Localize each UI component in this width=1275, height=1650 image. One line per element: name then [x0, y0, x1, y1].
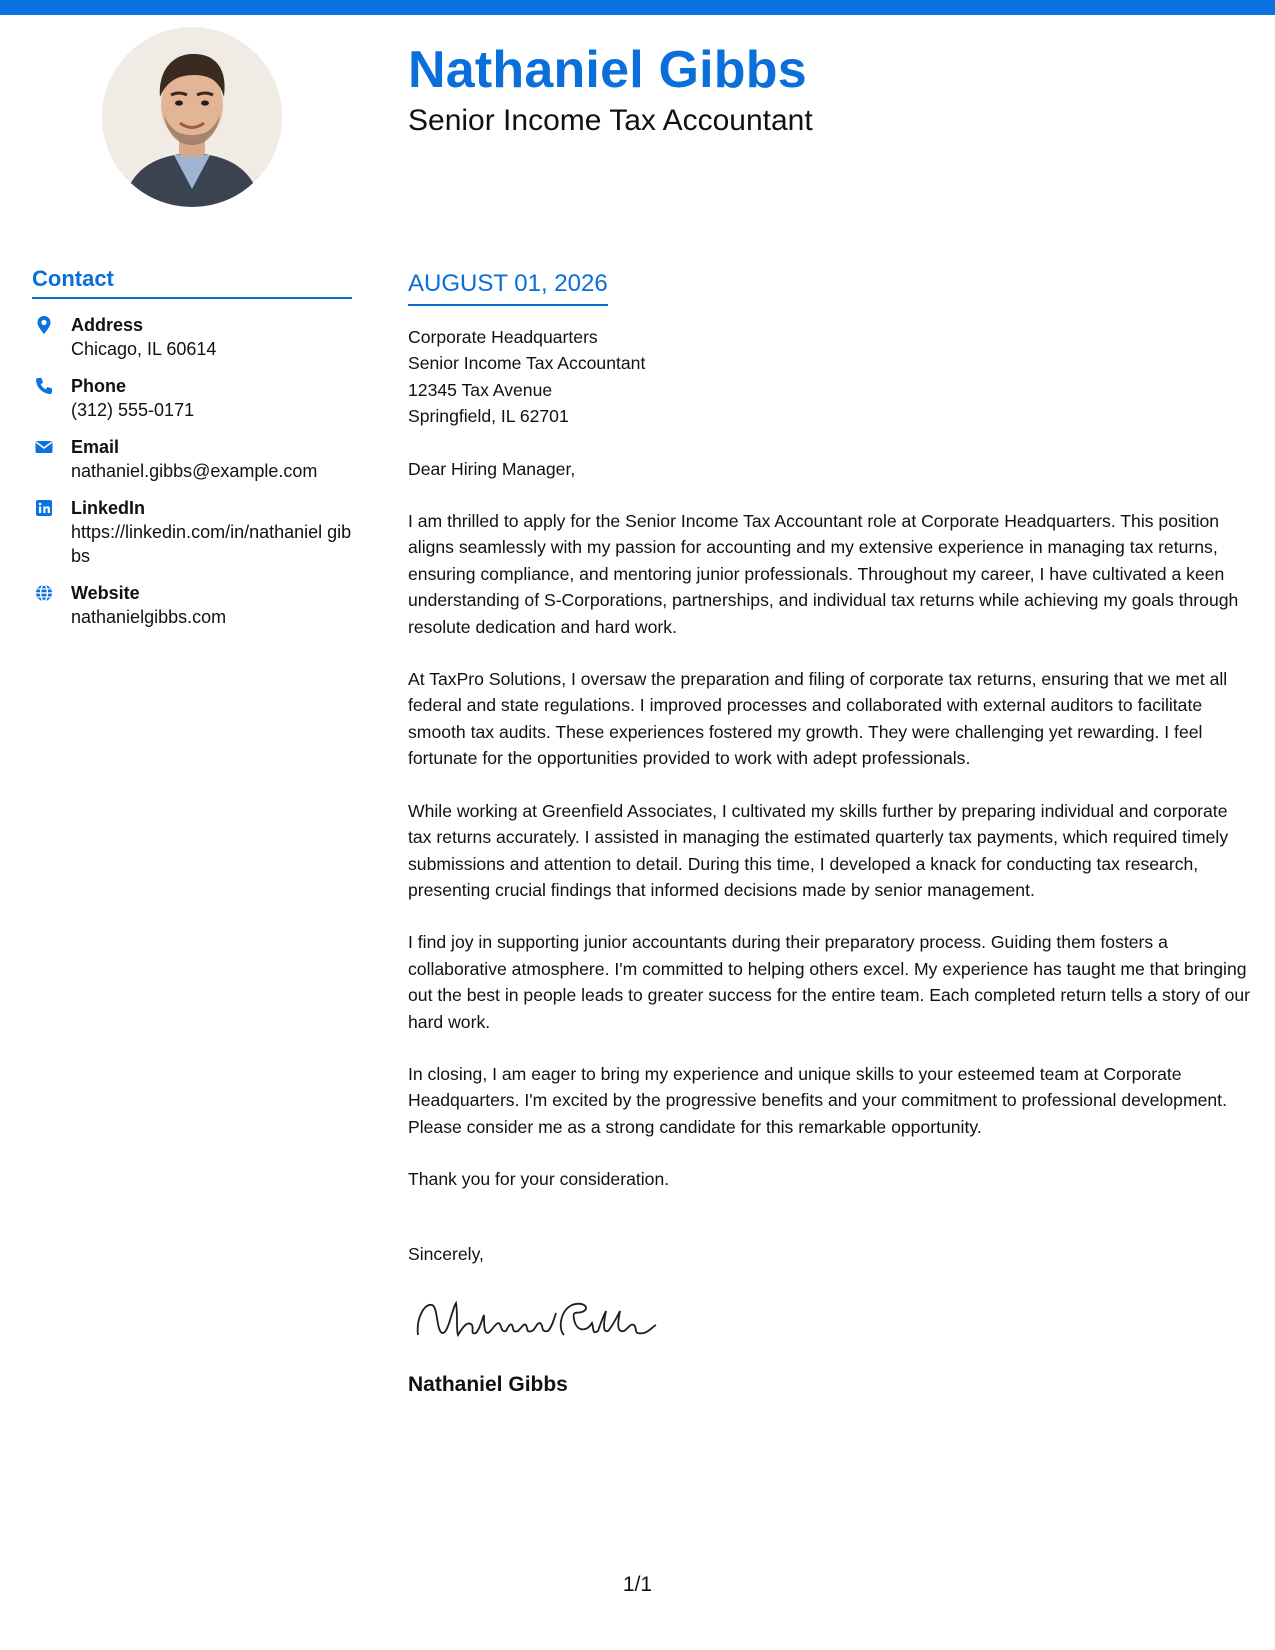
- contact-email: [32, 435, 352, 483]
- contact-value-email[interactable]: nathaniel.gibbs@example.com: [71, 461, 318, 481]
- letter-paragraph: At TaxPro Solutions, I oversaw the preparation and filing of corporate tax returns, ensuring that we met all federal and state regulations. I improved processes and collaborated with external auditors to facilitate smooth tax audits. These experiences fostered my growth. They were challenging yet rewarding. I feel fortunate for the opportunities provided to work with adept professionals.: [408, 669, 1228, 769]
- avatar: [102, 27, 282, 207]
- contact-value-phone: (312) 555-0171: [71, 400, 195, 420]
- letter-body: [408, 268, 1253, 1399]
- globe-icon: [34, 583, 54, 603]
- thanks-line: Thank you for your consideration.: [408, 1169, 670, 1190]
- letter-paragraph: I find joy in supporting junior accountants during their preparatory process. Guiding them fosters a collaborative atmosphere. I'm committed to helping others excel. My experience has taught me that bringing out the best in people leads to greater success for the entire team. Each completed return tells a story of our hard work.: [408, 932, 1251, 1032]
- envelope-icon: [34, 437, 54, 457]
- handwritten-signature: [412, 1289, 1253, 1349]
- letter-date: AUGUST 01, 2026: [408, 268, 608, 306]
- contact-address: [32, 313, 352, 361]
- applicant-title: Senior Income Tax Accountant: [408, 104, 813, 137]
- contact-value-website[interactable]: nathanielgibbs.com: [71, 607, 227, 627]
- contact-label-address: Address: [71, 315, 144, 335]
- letter-paragraph: In closing, I am eager to bring my experience and unique skills to your esteemed team at Corporate Headquarters. I'm excited by the progressive benefits and your commitment to professional development. Please consider me as a strong candidate for this remarkable opportunity.: [408, 1063, 1227, 1137]
- contact-label-website: Website: [71, 583, 140, 603]
- contact-value-linkedin[interactable]: https://linkedin.com/in/nathaniel gibbs: [71, 522, 352, 566]
- closing-line: Sincerely,: [408, 1243, 484, 1264]
- contact-sidebar: [32, 265, 352, 629]
- contact-website: [32, 581, 352, 629]
- signer-name: Nathaniel Gibbs: [408, 1372, 568, 1396]
- recipient-line: Senior Income Tax Accountant: [408, 353, 646, 374]
- contact-heading: Contact: [32, 265, 352, 299]
- contact-label-linkedin: LinkedIn: [71, 498, 146, 518]
- linkedin-icon: [34, 498, 54, 518]
- applicant-name: Nathaniel Gibbs: [408, 41, 807, 99]
- page-number: 1/1: [622, 1573, 653, 1596]
- top-accent-bar: [0, 0, 1275, 15]
- letter-paragraph: I am thrilled to apply for the Senior Income Tax Accountant role at Corporate Headquarters. This position aligns seamlessly with my passion for accounting and my extensive experience in managing tax returns, ensuring compliance, and mentoring junior professionals. Throughout my career, I have cultivated a keen understanding of S-Corporations, partnerships, and individual tax returns while achieving my goals through resolute dedication and hard work.: [408, 511, 1239, 637]
- contact-linkedin: [32, 496, 352, 568]
- recipient-line: Corporate Headquarters: [408, 327, 598, 347]
- letter-paragraph: While working at Greenfield Associates, I cultivated my skills further by preparing individual and corporate tax returns accurately. I assisted in managing the estimated quarterly tax payments, which required timely submissions and attention to detail. During this time, I developed a knack for conducting tax research, presenting crucial findings that informed decisions made by senior management.: [408, 800, 1229, 900]
- contact-value-address: Chicago, IL 60614: [71, 339, 217, 359]
- map-pin-icon: [34, 315, 54, 335]
- profile-photo: [102, 27, 282, 207]
- recipient-address: [408, 324, 1253, 430]
- phone-icon: [34, 376, 54, 396]
- contact-label-email: Email: [71, 437, 120, 457]
- contact-phone: [32, 374, 352, 422]
- recipient-line: 12345 Tax Avenue: [408, 379, 553, 400]
- recipient-line: Springfield, IL 62701: [408, 406, 569, 427]
- contact-label-phone: Phone: [71, 376, 127, 396]
- greeting: Dear Hiring Manager,: [408, 458, 576, 479]
